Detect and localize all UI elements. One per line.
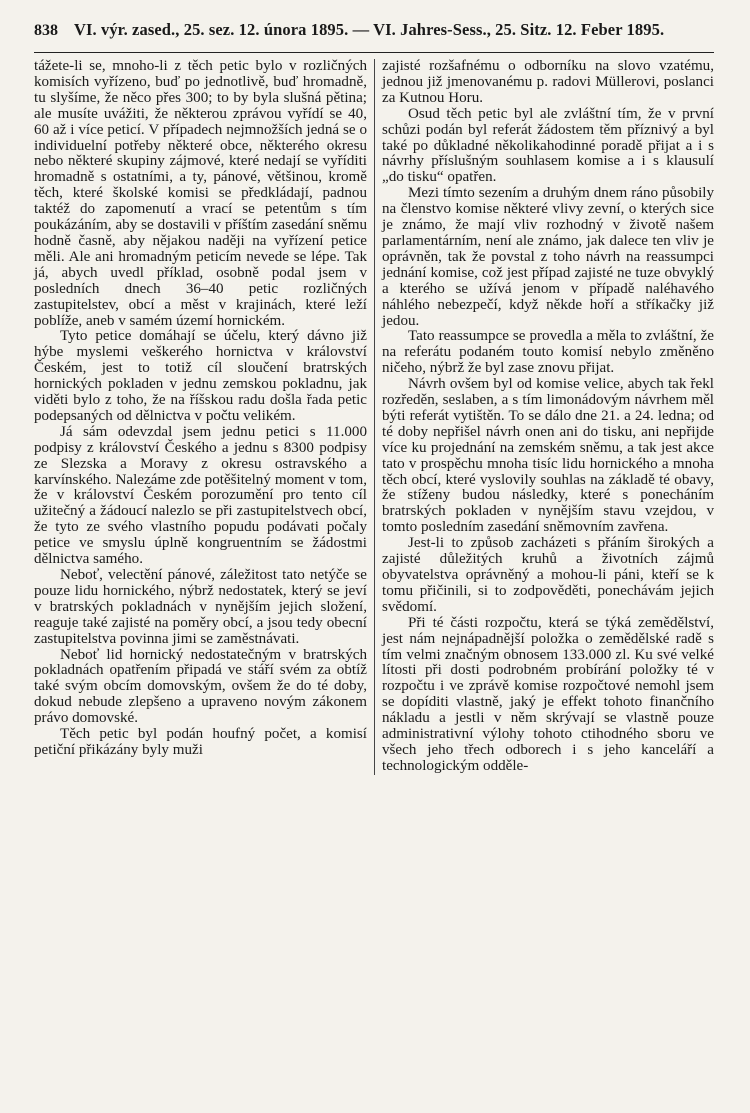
paragraph: Návrh ovšem byl od komise velice, abych tak řekl rozředěn, seslaben, a s tím limonádovým návrhem měl býti referát vytištěn. To se dálo dne 21. a 24. ledna; od té doby nepřišel návrh onen ani do tisku, ani nepřijde více ku projednání na zemském sněmu, a tak jest akce tato v prospěchu mnoha tisíc lidu hornického a mnoha těch obcí, které vyslovily souhlas na základě té obavy, že stíženy budou následky, které s ponecháním bratrských pokladen v nynějším stavu vzejdou, v tomto posledním zasedání sněmovním zavřena. <box>382 376 714 536</box>
paragraph: Těch petic byl podán houfný počet, a komisí petiční přikázány byly muži <box>34 726 367 758</box>
paragraph: Mezi tímto sezením a druhým dnem ráno působily na členstvo komise některé vlivy zevní, o kterých sice je známo, že mají vliv rozhodný v životě našem parlamentárním, není ale známo, jak dalece ten vliv je oprávněn, tak že povstal z toho návrh na reassumpci jednání komise, což jest případ zajisté ne tuze obvyklý a kterého se užívá jenom v případě naléhavého náhlého nebezpečí, když někde hoří a stříkačky již jedou. <box>382 185 714 329</box>
page-header <box>34 20 714 48</box>
column-divider <box>374 59 375 775</box>
paragraph: tážete-li se, mnoho-li z těch petic bylo v rozličných komisích vyřízeno, buď po jednotlivě, buď hromadně, tu slyšíme, že něco přes 300; to by byla slušná pětina; ale musíte uvážiti, že některou zprávou vyřídí se 40, 60 až i více peticí. V případech nejmnožších jedná se o individuelní potřeby některé obce, některého okresu nebo některé skupiny zájmové, které nedají se vyříditi hromadně s ostatními, a ty, pánové, většinou, kromě těch, které školské komisi se předkládají, padnou taktéž do zapomenutí a vrací se petentům s tím poukázáním, aby se dostavili v příštím zasedání sněmu hodně časně, aby nějakou naději na vyřízení petice měli. Ale ani hromadným peticím nevede se lépe. Tak já, abych uvedl příklad, osobně podal jsem v posledních dnech 36–40 petic rozličných zastupitelstev, obcí a měst v krajinách, které leží poblíže, aneb v samém území hornickém. <box>34 58 367 329</box>
header-rule <box>34 52 714 53</box>
paragraph: Tato reassumpce se provedla a měla to zvláštní, že na referátu podaném touto komisí nebylo změněno ničeho, nýbrž že byl zase znovu přijat. <box>382 328 714 377</box>
header-title: VI. výr. zased., 25. sez. 12. února 1895. — VI. Jahres-Sess., 25. Sitz. 12. Feber 1895. <box>74 20 665 39</box>
left-column <box>34 59 374 775</box>
text-columns <box>34 59 714 775</box>
paragraph: Tyto petice domáhají se účelu, který dávno již hýbe myslemi veškerého hornictva v království Českém, jest to totiž cíl sloučení bratrských hornických pokladen v jednu zemskou pokladnu, jak viděti bylo z toho, že na říšskou radu došla řada petic podepsaných od dělnictva v počtu velikém. <box>34 328 367 424</box>
paragraph: Při té části rozpočtu, která se týká zemědělství, jest nám nejnápadnější položka o zemědělské radě s tím velmi značným obnosem 133.000 zl. Ku své velké lítosti při dosti podrobném probírání položky té v rozpočtu i ve zprávě komise rozpočtové nemohl jsem se dopíditi vlastně, jaký je effekt tohoto finančního nákladu a jestli v něm skrývají se vlastně pouze administrativní výlohy tohoto ctihodného sboru ve všech jeho třech odborech i s jeho kanceláří a technologickým odděle- <box>382 614 714 774</box>
paragraph: Jest-li to způsob zacházeti s přáním širokých a zajisté důležitých kruhů a životních zájmů obyvatelstva oprávněný a mohou-li páni, kteří se k tomu přičinili, si to zodpověděti, ponechávám jejich svědomí. <box>382 535 714 615</box>
paragraph: Neboť, velectění pánové, záležitost tato netýče se pouze lidu hornického, nýbrž nedostatek, který se jeví v bratrských pokladnách v nynějším jejich složení, reaguje také zajisté na poměry obcí, a jsou tedy obecní zastupitelstva povinna jimi se zaměstnávati. <box>34 567 367 647</box>
paragraph: Neboť lid hornický nedostatečným v bratrských pokladnách opatřením připadá ve stáří svém za obtíž také svým obcím domovským, ovšem že do té doby, dokud nebude zlepšeno a upraveno novým zákonem právo domovské. <box>34 646 367 727</box>
paragraph: zajisté rozšafnému o odborníku na slovo vzatému, jednou již jmenovanému p. radovi Müllerovi, poslanci za Kutnou Horu. <box>382 58 714 106</box>
right-column <box>374 59 714 775</box>
paragraph: Já sám odevzdal jsem jednu petici s 11.000 podpisy z království Českého a jednu s 8300 podpisy ze Slezska a Moravy z okresu ostravského a karvínského. Nalezáme zde potěšitelný moment v tom, že v království Českém porozumění pro tento cíl užitečný a žádoucí nalezlo se při zastupitelstvech obcí, že tyto ze svého vlastního popudu podávati počaly petice ve smyslu úplně kongruentním se žádostmi dělnictva samého. <box>34 423 367 568</box>
page-number: 838 <box>34 22 58 39</box>
paragraph: Osud těch petic byl ale zvláštní tím, že v první schůzi podán byl referát žádostem těm příznivý a byl také po důkladné několikahodinné poradě přijat a i s návrhy příslušným souhlasem komise a i s klausulí „do tisku“ opatřen. <box>382 105 714 186</box>
